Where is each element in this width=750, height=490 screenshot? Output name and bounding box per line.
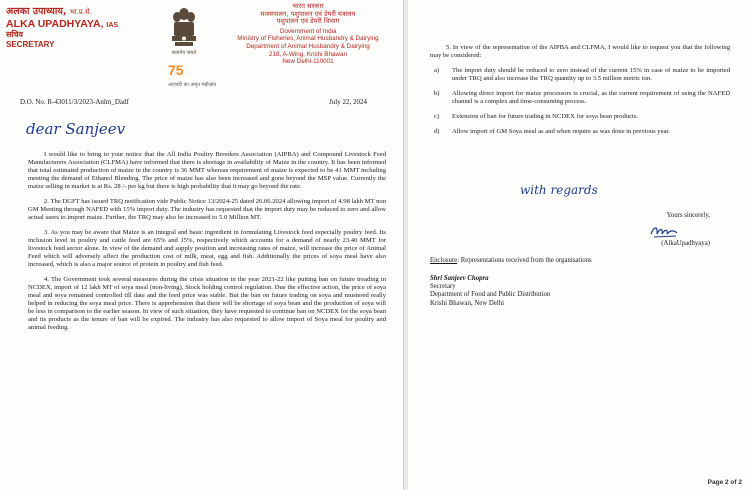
designation-english: SECRETARY [6, 40, 55, 49]
paragraph-3: 3. As you may be aware that Maize is an integral and basic ingredient in formulating Livestock feed especially poultry feed. Its inclusion level in poultry and cattle feed are 65% and 15%, respectively which accounts for a demand of nearly 23.40 MMT for livestock feed sector alone. In view of the demand and supply position and increasing rates of maize, will increase the price of Animal Feed which will adversely affect the production cost of milk, meat, egg and fish. Additionally the prices of soya meal have also increased, which is also a major source of protein in poultry and fish feed. [28, 229, 386, 268]
azadi-amrit-mahotsav-logo: 75 आज़ादी का अमृत महोत्सव [168, 62, 217, 88]
list-item: b) Allowing direct import for maize processors is crucial, as the current requirement of using the NAFED channel is a complex and time-consuming process. [434, 90, 730, 105]
enclosure [430, 257, 592, 264]
svg-text:dear Sanjeev: dear Sanjeev [26, 120, 126, 138]
addressee-line: Secretary [430, 283, 456, 291]
signature [648, 222, 680, 240]
ministry-block [223, 3, 393, 66]
sender-name-hindi: अलका उपाध्याय, [6, 6, 67, 17]
letter-page-2 [408, 0, 750, 490]
national-emblem-icon [170, 4, 198, 56]
govt-english: Government of India [279, 27, 337, 35]
letter-body [28, 151, 386, 339]
svg-text:with regards: with regards [520, 183, 598, 197]
request-list [430, 67, 730, 136]
enclosure-text: : Representations received from the organisations [457, 257, 592, 264]
department-english: Department of Animal Husbandry & Dairying [246, 42, 370, 50]
page-number: Page 2 of 2 [707, 479, 742, 486]
department-hindi: पशुपालन एवं डेयरी विभाग [276, 17, 340, 26]
addressee-name: Shri Sanjeev Chopra [430, 275, 489, 282]
sender-name-english: ALKA UPADHYAYA, [6, 18, 104, 30]
addressee-line: Department of Food and Public Distribution [430, 291, 551, 299]
handwritten-regards [518, 180, 608, 200]
address-line-1: 218, A-Wing, Krishi Bhawan [268, 50, 348, 58]
letter-meta [20, 98, 367, 106]
ministry-hindi: मत्स्यपालन, पशुपालन एवं डेयरी मंत्रालय [260, 9, 356, 18]
svg-text:सत्यमेव जयते: सत्यमेव जयते [171, 50, 197, 56]
paragraph-2: 2. The DGFT has issued TRQ notification vide Public Notice 13/2024-25 dated 26.06.2024 allowing import of 4.98 lakh MT non GM Meeting through NAFED with 15% import duty. The industry has requested that the import duty may be reduced to zero and allow actual users to import maize. Further, the TRQ may also be increased to 5.0 Million MT. [28, 198, 386, 221]
paragraph-4: 4. The Government took several measures during the crisis situation in the year 2021-22 like putting ban on future treading in NCDEX, import of 12 lakh MT of soya meal (non-living), Stock holding control regulation. Due the effective action, the price of soya meal and soya remained controlled till date and the feed price was stable. But the ban on future trading on soya and mustered really helped in reducing the soya meal price. There is apprehension that there will be shortage of soya bean and the production of soya will be less in comparison to the earlier season. In view of such situation, they have requested to continue ban on NCDEX for the soya bean and its products as the tenure of ban will be expired. The industry has also requested to allow import of Soya meal for poultry and animal feeding. [28, 276, 386, 331]
govt-hindi: भारत सरकार [292, 2, 324, 10]
enclosure-label: Enclosure [430, 257, 458, 264]
list-item: d) Allow import of GM Soya meal as and when require as was done in previous year. [434, 128, 670, 135]
handwritten-salutation [24, 118, 144, 140]
sender-block [6, 4, 156, 50]
list-item: a) The import duty should be reduced to zero instead of the current 15% in case of maize to be imported under TRQ and also increase the TRQ quantity up to 3.5 million metric ton. [434, 67, 730, 82]
list-item: c) Extension of ban for future trading in NCDEX for soya bean products. [434, 113, 639, 120]
sender-suffix-english: IAS [106, 22, 119, 29]
letter-date: July 22, 2024 [329, 98, 367, 106]
addressee-line: Krishi Bhawan, New Delhi [430, 299, 504, 307]
signature-name: (AlkaUpadhyaya) [661, 240, 710, 247]
designation-hindi: सचिव [6, 30, 24, 39]
page2-body [430, 44, 730, 143]
ministry-english: Ministry of Fisheries, Animal Husbandry & Dairying [237, 35, 379, 43]
addressee-block [430, 275, 550, 308]
closing-text: Yours sincerely, [666, 212, 710, 219]
do-number: D.O. No. R-43011/3/2023-Anlm_Dadf [20, 98, 129, 106]
address-line-2: New Delhi-110001 [282, 58, 334, 66]
sender-suffix-hindi: भा.प्र.से. [69, 8, 92, 16]
paragraph-1: I would like to bring to your notice that the All India Poultry Breeders Association (AIPBA) and Compound Livestock Feed Manufacturers Association (CLFMA) have informed that there is shortage in availability of Maize in the country. It has been informed that total estimated production of maize in the country is 36 MMT whereas requirement of maize is expected to be 41 MMT including meeting the demand of Ethanol Blending. The price of maize has also been increased and gone beyond the MSP value. Currently the maize selling in market is at Rs. 28 /- per kg but there is high probability that it may go beyond the rate. [28, 151, 386, 190]
paragraph-5: 5. In view of the representation of the AIPBA and CLFMA, I would like to request you that the following may be considered: [430, 44, 730, 59]
